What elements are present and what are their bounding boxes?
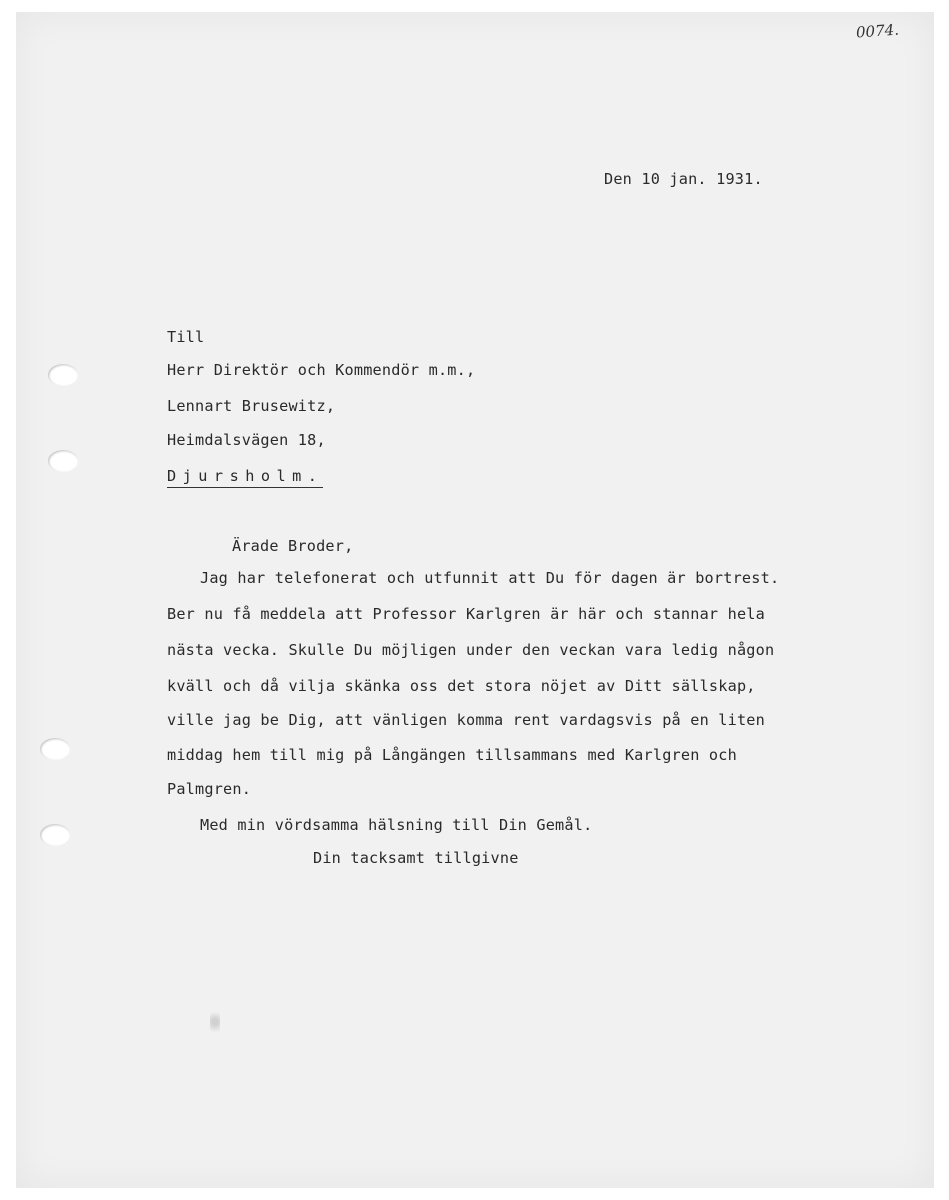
- address-line-3: Heimdalsvägen 18,: [167, 431, 326, 449]
- body-line-4: kväll och då vilja skänka oss det stora nöjet av Ditt sällskap,: [167, 677, 756, 695]
- body-line-7: Palmgren.: [167, 780, 252, 798]
- punch-hole-3: [40, 738, 70, 760]
- salutation: Ärade Broder,: [232, 537, 354, 555]
- paper-mark: [210, 1008, 220, 1036]
- archive-number: 0074.: [855, 20, 900, 42]
- punch-hole-1: [48, 364, 78, 386]
- body-line-6: middag hem till mig på Långängen tillsammans med Karlgren och: [167, 746, 737, 764]
- address-city: Djursholm.: [167, 466, 323, 488]
- punch-hole-4: [40, 824, 70, 846]
- body-line-1: Jag har telefonerat och utfunnit att Du för dagen är bortrest.: [200, 569, 780, 587]
- body-line-5: ville jag be Dig, att vänligen komma rent vardagsvis på en liten: [167, 711, 765, 729]
- body-line-2: Ber nu få meddela att Professor Karlgren är här och stannar hela: [167, 605, 765, 623]
- signoff-line: Din tacksamt tillgivne: [313, 849, 519, 867]
- punch-hole-2: [48, 450, 78, 472]
- body-line-3: nästa vecka. Skulle Du möjligen under den veckan vara ledig någon: [167, 641, 775, 659]
- address-line-1: Herr Direktör och Kommendör m.m.,: [167, 361, 476, 379]
- date-line: Den 10 jan. 1931.: [604, 170, 763, 188]
- address-line-2: Lennart Brusewitz,: [167, 397, 336, 415]
- closing-line: Med min vördsamma hälsning till Din Gemål.: [200, 816, 593, 834]
- address-till: Till: [167, 328, 205, 346]
- letter-sheet: [16, 12, 934, 1188]
